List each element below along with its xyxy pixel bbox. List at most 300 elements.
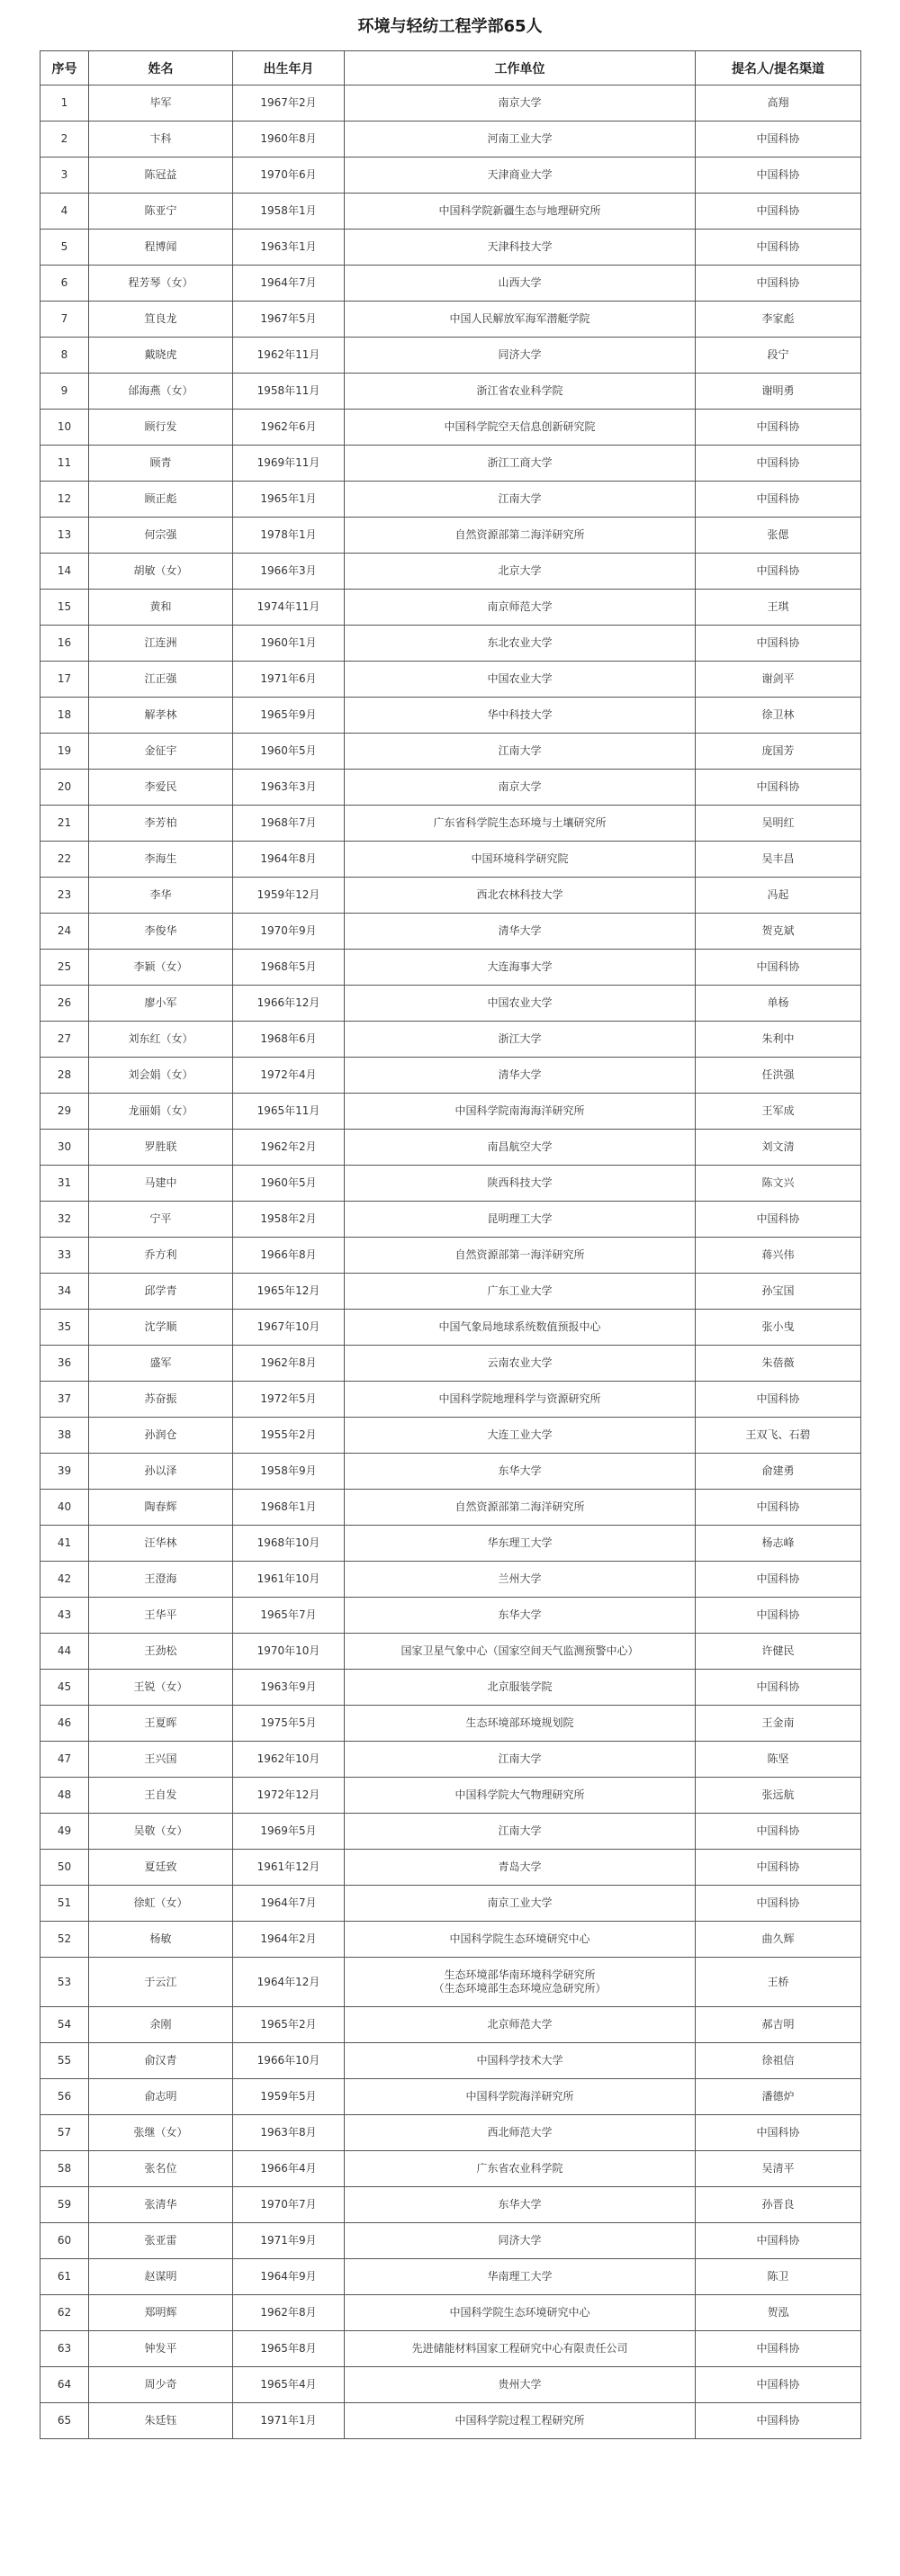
cell-seq: 32	[40, 1202, 89, 1238]
cell-seq: 59	[40, 2187, 89, 2223]
cell-birth: 1959年12月	[233, 878, 345, 914]
cell-birth: 1972年4月	[233, 1058, 345, 1094]
cell-unit: 西北师范大学	[345, 2115, 696, 2151]
table-row	[40, 626, 861, 662]
table-row	[40, 1886, 861, 1922]
table-row	[40, 842, 861, 878]
cell-name: 顾行发	[89, 410, 233, 446]
cell-seq: 22	[40, 842, 89, 878]
cell-nominator: 郝吉明	[696, 2007, 861, 2043]
cell-unit: 陕西科技大学	[345, 1166, 696, 1202]
cell-birth: 1959年5月	[233, 2079, 345, 2115]
cell-unit-line: （生态环境部生态环境应急研究所）	[433, 1982, 607, 1995]
cell-birth: 1966年10月	[233, 2043, 345, 2079]
cell-seq: 63	[40, 2331, 89, 2367]
cell-seq: 48	[40, 1778, 89, 1814]
cell-unit: 浙江工商大学	[345, 446, 696, 482]
cell-seq: 49	[40, 1814, 89, 1850]
cell-nominator: 单杨	[696, 986, 861, 1022]
table-row	[40, 950, 861, 986]
cell-seq: 37	[40, 1382, 89, 1418]
header-birth: 出生年月	[233, 51, 345, 86]
cell-birth: 1974年11月	[233, 590, 345, 626]
cell-nominator: 庞国芳	[696, 734, 861, 770]
cell-seq: 51	[40, 1886, 89, 1922]
cell-unit: 贵州大学	[345, 2367, 696, 2403]
cell-name: 江连洲	[89, 626, 233, 662]
cell-unit: 西北农林科技大学	[345, 878, 696, 914]
cell-unit: 北京师范大学	[345, 2007, 696, 2043]
cell-name: 赵谋明	[89, 2259, 233, 2295]
cell-unit: 中国科学院过程工程研究所	[345, 2403, 696, 2439]
cell-seq: 65	[40, 2403, 89, 2439]
cell-seq: 8	[40, 338, 89, 374]
cell-name: 杨敏	[89, 1922, 233, 1958]
cell-name: 卞科	[89, 122, 233, 158]
cell-birth: 1966年12月	[233, 986, 345, 1022]
cell-nominator: 中国科协	[696, 2115, 861, 2151]
table-row	[40, 1526, 861, 1562]
cell-birth: 1966年4月	[233, 2151, 345, 2187]
cell-name: 马建中	[89, 1166, 233, 1202]
cell-seq: 5	[40, 230, 89, 266]
cell-nominator: 杨志峰	[696, 1526, 861, 1562]
cell-nominator: 中国科协	[696, 1382, 861, 1418]
cell-birth: 1970年7月	[233, 2187, 345, 2223]
cell-seq: 38	[40, 1418, 89, 1454]
cell-name: 毕军	[89, 86, 233, 122]
header-nominator: 提名人/提名渠道	[696, 51, 861, 86]
cell-name: 朱廷钰	[89, 2403, 233, 2439]
cell-nominator: 贺克斌	[696, 914, 861, 950]
cell-seq: 33	[40, 1238, 89, 1274]
cell-name: 王自发	[89, 1778, 233, 1814]
cell-nominator: 吴丰昌	[696, 842, 861, 878]
cell-unit: 南昌航空大学	[345, 1130, 696, 1166]
table-row	[40, 1454, 861, 1490]
cell-seq: 1	[40, 86, 89, 122]
cell-unit: 先进储能材料国家工程研究中心有限责任公司	[345, 2331, 696, 2367]
table-row	[40, 1130, 861, 1166]
cell-nominator: 中国科协	[696, 446, 861, 482]
cell-unit: 天津科技大学	[345, 230, 696, 266]
cell-seq: 56	[40, 2079, 89, 2115]
cell-birth: 1969年11月	[233, 446, 345, 482]
cell-unit: 生态环境部环境规划院	[345, 1706, 696, 1742]
cell-seq: 46	[40, 1706, 89, 1742]
table-row	[40, 1382, 861, 1418]
cell-unit: 北京大学	[345, 554, 696, 590]
cell-nominator: 刘文清	[696, 1130, 861, 1166]
cell-seq: 54	[40, 2007, 89, 2043]
header-unit: 工作单位	[345, 51, 696, 86]
table-row	[40, 302, 861, 338]
cell-nominator: 陈文兴	[696, 1166, 861, 1202]
cell-birth: 1965年11月	[233, 1094, 345, 1130]
table-row	[40, 1166, 861, 1202]
table-row	[40, 194, 861, 230]
table-row	[40, 1274, 861, 1310]
cell-name: 张名位	[89, 2151, 233, 2187]
cell-nominator: 中国科协	[696, 482, 861, 518]
cell-seq: 21	[40, 806, 89, 842]
cell-name: 戴晓虎	[89, 338, 233, 374]
cell-nominator: 中国科协	[696, 1562, 861, 1598]
cell-unit: 大连海事大学	[345, 950, 696, 986]
cell-nominator: 王琪	[696, 590, 861, 626]
cell-birth: 1965年2月	[233, 2007, 345, 2043]
cell-seq: 18	[40, 698, 89, 734]
cell-birth: 1962年8月	[233, 2295, 345, 2331]
cell-seq: 52	[40, 1922, 89, 1958]
cell-nominator: 王桥	[696, 1958, 861, 2007]
cell-birth: 1967年5月	[233, 302, 345, 338]
cell-seq: 20	[40, 770, 89, 806]
cell-name: 龙丽娟（女）	[89, 1094, 233, 1130]
cell-seq: 58	[40, 2151, 89, 2187]
cell-name: 刘会娟（女）	[89, 1058, 233, 1094]
cell-name: 顾青	[89, 446, 233, 482]
cell-nominator: 中国科协	[696, 770, 861, 806]
cell-seq: 55	[40, 2043, 89, 2079]
cell-unit	[345, 1958, 696, 2007]
cell-unit: 南京师范大学	[345, 590, 696, 626]
cell-seq: 44	[40, 1634, 89, 1670]
cell-nominator: 中国科协	[696, 194, 861, 230]
cell-seq: 26	[40, 986, 89, 1022]
cell-seq: 27	[40, 1022, 89, 1058]
cell-birth: 1968年6月	[233, 1022, 345, 1058]
table-row	[40, 2295, 861, 2331]
cell-seq: 15	[40, 590, 89, 626]
cell-name: 吴敬（女）	[89, 1814, 233, 1850]
table-row	[40, 770, 861, 806]
cell-seq: 43	[40, 1598, 89, 1634]
table-row	[40, 158, 861, 194]
table-row	[40, 1490, 861, 1526]
table-row	[40, 2007, 861, 2043]
cell-birth: 1960年5月	[233, 734, 345, 770]
table-header-row	[40, 51, 861, 86]
cell-name: 王兴国	[89, 1742, 233, 1778]
cell-nominator: 吴清平	[696, 2151, 861, 2187]
cell-unit: 兰州大学	[345, 1562, 696, 1598]
cell-birth: 1962年2月	[233, 1130, 345, 1166]
cell-unit: 南京工业大学	[345, 1886, 696, 1922]
cell-seq: 60	[40, 2223, 89, 2259]
table-row	[40, 1742, 861, 1778]
cell-birth: 1961年10月	[233, 1562, 345, 1598]
cell-name: 宁平	[89, 1202, 233, 1238]
cell-birth: 1961年12月	[233, 1850, 345, 1886]
cell-birth: 1971年1月	[233, 2403, 345, 2439]
cell-name: 张亚雷	[89, 2223, 233, 2259]
cell-nominator: 吴明红	[696, 806, 861, 842]
cell-seq: 36	[40, 1346, 89, 1382]
cell-nominator: 徐祖信	[696, 2043, 861, 2079]
cell-birth: 1972年12月	[233, 1778, 345, 1814]
table-row	[40, 2115, 861, 2151]
cell-seq: 7	[40, 302, 89, 338]
table-row	[40, 446, 861, 482]
cell-name: 陶春辉	[89, 1490, 233, 1526]
cell-seq: 25	[40, 950, 89, 986]
cell-birth: 1965年12月	[233, 1274, 345, 1310]
cell-birth: 1955年2月	[233, 1418, 345, 1454]
cell-name: 盛军	[89, 1346, 233, 1382]
table-row	[40, 806, 861, 842]
table-row	[40, 1418, 861, 1454]
table-row	[40, 482, 861, 518]
cell-nominator: 中国科协	[696, 2403, 861, 2439]
cell-unit: 山西大学	[345, 266, 696, 302]
header-seq: 序号	[40, 51, 89, 86]
cell-nominator: 冯起	[696, 878, 861, 914]
cell-birth: 1970年9月	[233, 914, 345, 950]
cell-nominator: 李家彪	[696, 302, 861, 338]
cell-unit: 中国气象局地球系统数值预报中心	[345, 1310, 696, 1346]
cell-birth: 1963年8月	[233, 2115, 345, 2151]
cell-name: 汪华林	[89, 1526, 233, 1562]
cell-seq: 50	[40, 1850, 89, 1886]
cell-nominator: 中国科协	[696, 1850, 861, 1886]
cell-name: 王华平	[89, 1598, 233, 1634]
cell-birth: 1968年1月	[233, 1490, 345, 1526]
cell-seq: 13	[40, 518, 89, 554]
table-row	[40, 2367, 861, 2403]
table-row	[40, 1670, 861, 1706]
cell-seq: 24	[40, 914, 89, 950]
cell-birth: 1962年6月	[233, 410, 345, 446]
cell-seq: 30	[40, 1130, 89, 1166]
cell-seq: 45	[40, 1670, 89, 1706]
cell-unit: 华东理工大学	[345, 1526, 696, 1562]
cell-seq: 35	[40, 1310, 89, 1346]
table-row	[40, 1202, 861, 1238]
cell-birth: 1963年1月	[233, 230, 345, 266]
cell-unit: 中国科学院生态环境研究中心	[345, 1922, 696, 1958]
cell-seq: 62	[40, 2295, 89, 2331]
cell-unit: 江南大学	[345, 734, 696, 770]
cell-nominator: 谢剑平	[696, 662, 861, 698]
cell-birth: 1966年8月	[233, 1238, 345, 1274]
table-row	[40, 1022, 861, 1058]
table-row	[40, 698, 861, 734]
cell-seq: 2	[40, 122, 89, 158]
cell-birth: 1964年7月	[233, 266, 345, 302]
cell-name: 俞志明	[89, 2079, 233, 2115]
cell-seq: 64	[40, 2367, 89, 2403]
cell-nominator: 潘德炉	[696, 2079, 861, 2115]
cell-seq: 9	[40, 374, 89, 410]
cell-birth: 1960年5月	[233, 1166, 345, 1202]
cell-name: 王夏晖	[89, 1706, 233, 1742]
cell-name: 解孝林	[89, 698, 233, 734]
cell-unit: 东华大学	[345, 1598, 696, 1634]
page-title: 环境与轻纺工程学部65人	[357, 17, 543, 36]
cell-nominator: 中国科协	[696, 950, 861, 986]
cell-unit: 中国人民解放军海军潜艇学院	[345, 302, 696, 338]
cell-seq: 11	[40, 446, 89, 482]
cell-unit: 南京大学	[345, 86, 696, 122]
cell-birth: 1960年8月	[233, 122, 345, 158]
cell-birth: 1958年9月	[233, 1454, 345, 1490]
table-row	[40, 1238, 861, 1274]
cell-name: 廖小军	[89, 986, 233, 1022]
cell-name: 夏廷致	[89, 1850, 233, 1886]
cell-name: 罗胜联	[89, 1130, 233, 1166]
cell-birth: 1967年2月	[233, 86, 345, 122]
cell-nominator: 中国科协	[696, 1886, 861, 1922]
cell-nominator: 高翔	[696, 86, 861, 122]
cell-nominator: 张远航	[696, 1778, 861, 1814]
cell-nominator: 中国科协	[696, 1814, 861, 1850]
cell-seq: 12	[40, 482, 89, 518]
cell-nominator: 王军成	[696, 1094, 861, 1130]
cell-name: 何宗强	[89, 518, 233, 554]
cell-name: 于云江	[89, 1958, 233, 2007]
cell-unit: 江南大学	[345, 1814, 696, 1850]
cell-birth: 1962年8月	[233, 1346, 345, 1382]
cell-nominator: 中国科协	[696, 410, 861, 446]
cell-birth: 1971年6月	[233, 662, 345, 698]
table-row	[40, 2079, 861, 2115]
cell-unit: 中国科学院新疆生态与地理研究所	[345, 194, 696, 230]
table-row	[40, 1598, 861, 1634]
cell-unit: 南京大学	[345, 770, 696, 806]
cell-name: 程博闻	[89, 230, 233, 266]
cell-nominator: 中国科协	[696, 122, 861, 158]
cell-name: 钟发平	[89, 2331, 233, 2367]
table-row	[40, 662, 861, 698]
cell-name: 俞汉青	[89, 2043, 233, 2079]
cell-seq: 29	[40, 1094, 89, 1130]
cell-unit: 河南工业大学	[345, 122, 696, 158]
cell-birth: 1964年7月	[233, 1886, 345, 1922]
cell-birth: 1963年9月	[233, 1670, 345, 1706]
cell-unit: 江南大学	[345, 482, 696, 518]
header-name: 姓名	[89, 51, 233, 86]
cell-birth: 1965年8月	[233, 2331, 345, 2367]
cell-name: 周少奇	[89, 2367, 233, 2403]
cell-nominator: 中国科协	[696, 2223, 861, 2259]
cell-unit: 自然资源部第二海洋研究所	[345, 1490, 696, 1526]
cell-unit: 中国科学院生态环境研究中心	[345, 2295, 696, 2331]
cell-nominator: 陈卫	[696, 2259, 861, 2295]
cell-unit: 广东工业大学	[345, 1274, 696, 1310]
cell-nominator: 俞建勇	[696, 1454, 861, 1490]
cell-name: 黄和	[89, 590, 233, 626]
cell-unit: 中国科学院海洋研究所	[345, 2079, 696, 2115]
cell-seq: 4	[40, 194, 89, 230]
cell-name: 李俊华	[89, 914, 233, 950]
table-row	[40, 1634, 861, 1670]
cell-seq: 61	[40, 2259, 89, 2295]
cell-nominator: 中国科协	[696, 230, 861, 266]
cell-birth: 1966年3月	[233, 554, 345, 590]
table-row	[40, 1346, 861, 1382]
cell-birth: 1958年11月	[233, 374, 345, 410]
cell-nominator: 王双飞、石碧	[696, 1418, 861, 1454]
table-row	[40, 1706, 861, 1742]
cell-seq: 6	[40, 266, 89, 302]
cell-name: 孙润仓	[89, 1418, 233, 1454]
cell-nominator: 中国科协	[696, 626, 861, 662]
cell-name: 邱学青	[89, 1274, 233, 1310]
cell-name: 徐虹（女）	[89, 1886, 233, 1922]
table-row	[40, 914, 861, 950]
cell-name: 金征宇	[89, 734, 233, 770]
cell-birth: 1964年2月	[233, 1922, 345, 1958]
cell-birth: 1968年5月	[233, 950, 345, 986]
cell-unit: 天津商业大学	[345, 158, 696, 194]
table-row	[40, 2151, 861, 2187]
cell-birth: 1971年9月	[233, 2223, 345, 2259]
cell-birth: 1965年9月	[233, 698, 345, 734]
cell-birth: 1969年5月	[233, 1814, 345, 1850]
cell-seq: 10	[40, 410, 89, 446]
cell-seq: 42	[40, 1562, 89, 1598]
cell-name: 刘东红（女）	[89, 1022, 233, 1058]
cell-nominator: 贺泓	[696, 2295, 861, 2331]
cell-nominator: 孙宝国	[696, 1274, 861, 1310]
table-row	[40, 878, 861, 914]
cell-nominator: 孙晋良	[696, 2187, 861, 2223]
table-row	[40, 2187, 861, 2223]
cell-nominator: 中国科协	[696, 1490, 861, 1526]
table-row	[40, 518, 861, 554]
cell-nominator: 蒋兴伟	[696, 1238, 861, 1274]
table-row	[40, 1922, 861, 1958]
cell-birth: 1967年10月	[233, 1310, 345, 1346]
cell-seq: 47	[40, 1742, 89, 1778]
table-row	[40, 554, 861, 590]
cell-unit: 大连工业大学	[345, 1418, 696, 1454]
cell-nominator: 中国科协	[696, 554, 861, 590]
cell-unit: 江南大学	[345, 1742, 696, 1778]
table-row	[40, 1310, 861, 1346]
cell-unit: 东华大学	[345, 2187, 696, 2223]
cell-name: 李颖（女）	[89, 950, 233, 986]
cell-name: 王锐（女）	[89, 1670, 233, 1706]
cell-name: 张清华	[89, 2187, 233, 2223]
cell-birth: 1968年10月	[233, 1526, 345, 1562]
cell-birth: 1968年7月	[233, 806, 345, 842]
cell-name: 顾正彪	[89, 482, 233, 518]
cell-name: 程芳琴（女）	[89, 266, 233, 302]
cell-nominator: 曲久辉	[696, 1922, 861, 1958]
cell-unit: 昆明理工大学	[345, 1202, 696, 1238]
cell-unit: 清华大学	[345, 914, 696, 950]
table-body	[40, 86, 861, 2439]
cell-seq: 57	[40, 2115, 89, 2151]
cell-name: 余刚	[89, 2007, 233, 2043]
cell-unit: 中国环境科学研究院	[345, 842, 696, 878]
cell-birth: 1975年5月	[233, 1706, 345, 1742]
cell-nominator: 段宁	[696, 338, 861, 374]
table-row	[40, 1850, 861, 1886]
cell-unit: 浙江省农业科学院	[345, 374, 696, 410]
cell-birth: 1970年10月	[233, 1634, 345, 1670]
candidate-table	[40, 50, 861, 2439]
table-row	[40, 374, 861, 410]
cell-unit: 青岛大学	[345, 1850, 696, 1886]
cell-seq: 28	[40, 1058, 89, 1094]
table-row	[40, 410, 861, 446]
cell-unit: 中国科学院空天信息创新研究院	[345, 410, 696, 446]
cell-nominator: 张小曳	[696, 1310, 861, 1346]
cell-birth: 1958年2月	[233, 1202, 345, 1238]
